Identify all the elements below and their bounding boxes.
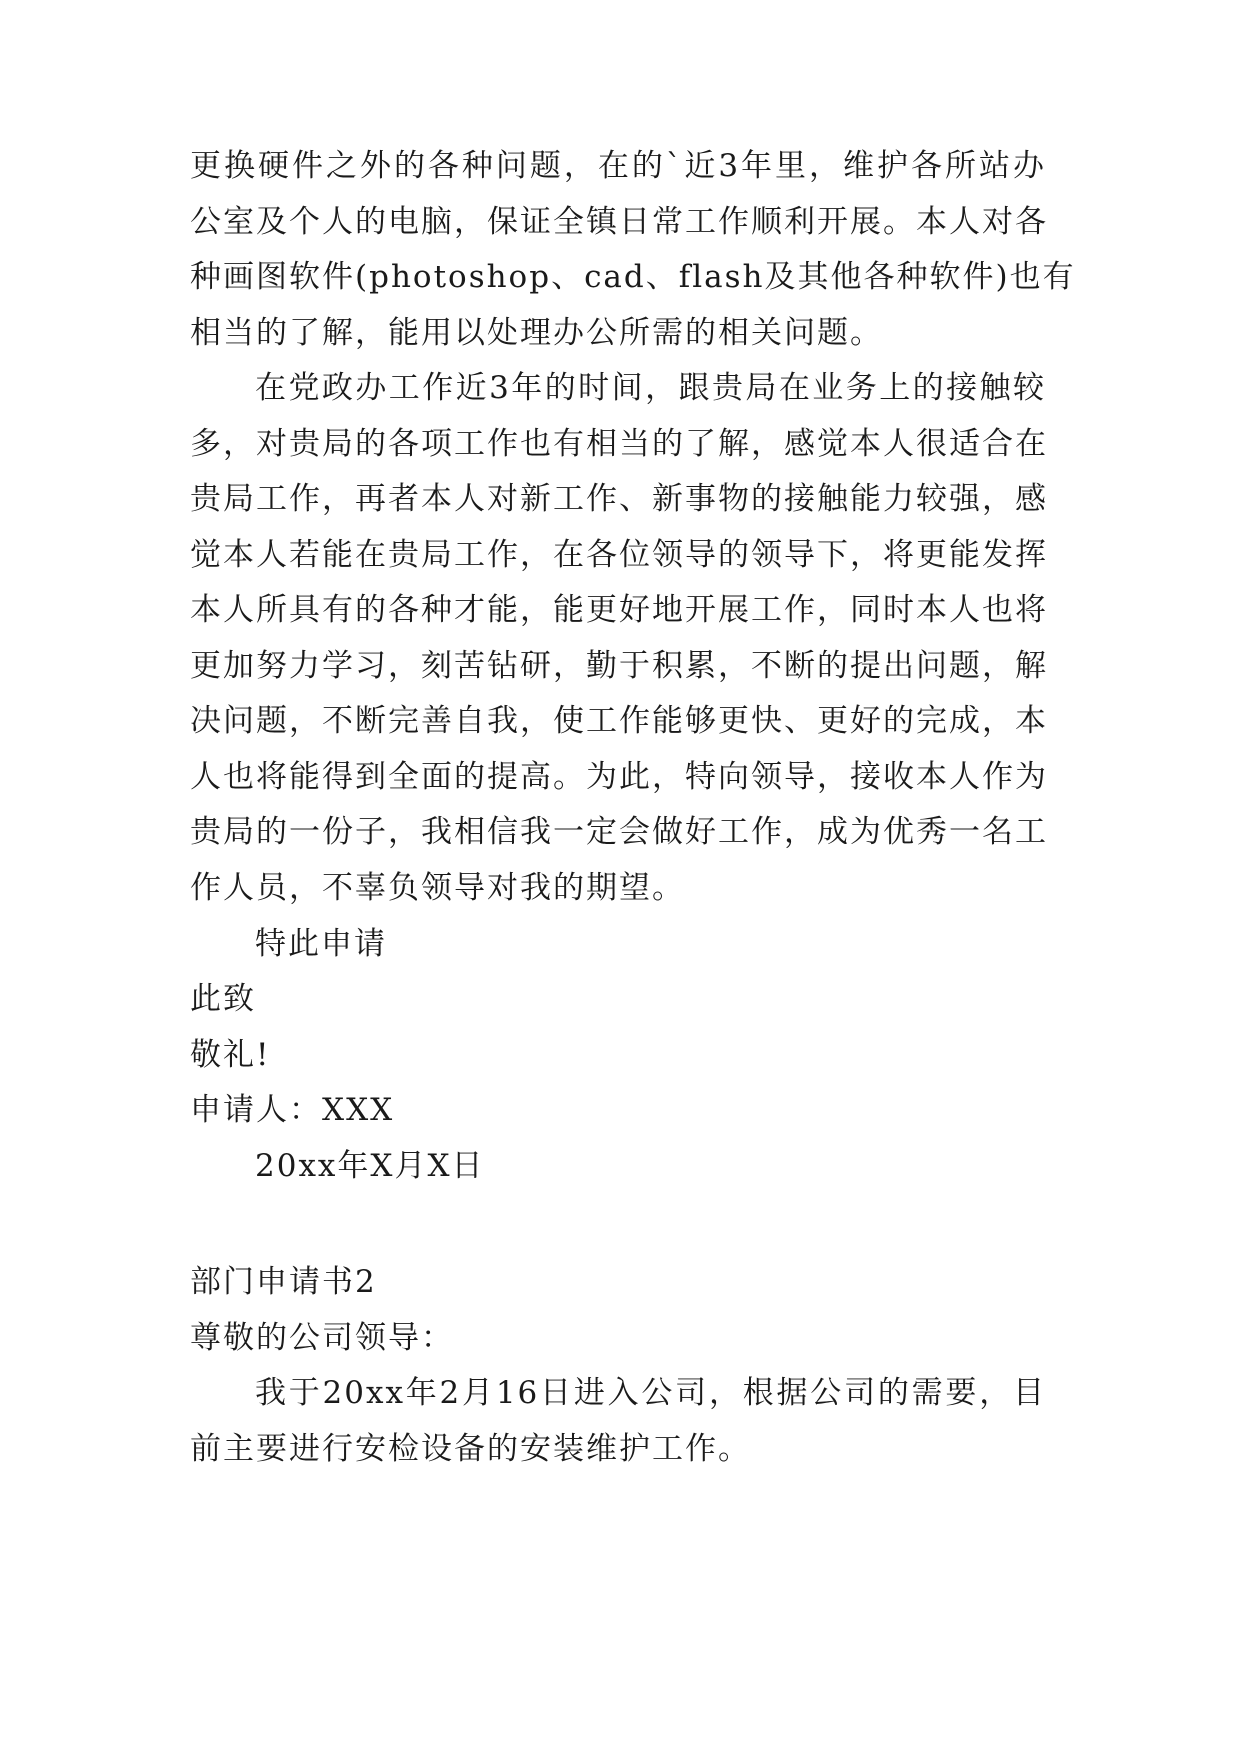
- paragraph-line: 更换硬件之外的各种问题，在的`近3年里，维护各所站办: [190, 148, 1046, 184]
- paragraph-line: 前主要进行安检设备的安装维护工作。: [190, 1431, 751, 1467]
- paragraph-line: 贵局工作，再者本人对新工作、新事物的接触能力较强，感: [190, 481, 1048, 517]
- salutation-line: 此致: [190, 981, 256, 1017]
- paragraph-line: 在党政办工作近3年的时间，跟贵局在业务上的接触较: [255, 370, 1046, 406]
- paragraph-line: 觉本人若能在贵局工作，在各位领导的领导下，将更能发挥: [190, 537, 1048, 573]
- paragraph-line: 种画图软件(photoshop、cad、flash及其他各种软件)也有: [190, 259, 1076, 295]
- applicant-line: 申请人：XXX: [190, 1092, 395, 1128]
- paragraph-line: 更加努力学习，刻苦钻研，勤于积累，不断的提出问题，解: [190, 648, 1048, 684]
- paragraph-line: 作人员，不辜负领导对我的期望。: [190, 870, 685, 906]
- salutation-line: 敬礼!: [190, 1037, 271, 1073]
- paragraph-line: 人也将能得到全面的提高。为此，特向领导，接收本人作为: [190, 759, 1048, 795]
- paragraph-line: 贵局的一份子，我相信我一定会做好工作，成为优秀一名工: [190, 814, 1048, 850]
- paragraph-line: 我于20xx年2月16日进入公司，根据公司的需要，目: [255, 1375, 1046, 1411]
- paragraph-line: 多，对贵局的各项工作也有相当的了解，感觉本人很适合在: [190, 426, 1048, 462]
- paragraph-line: 公室及个人的电脑，保证全镇日常工作顺利开展。本人对各: [190, 204, 1048, 240]
- paragraph-line: 决问题，不断完善自我，使工作能够更快、更好的完成，本: [190, 703, 1048, 739]
- date-line: 20xx年X月X日: [255, 1148, 485, 1184]
- greeting-line: 尊敬的公司领导：: [190, 1320, 454, 1356]
- section-title: 部门申请书2: [190, 1264, 377, 1300]
- paragraph-line: 相当的了解，能用以处理办公所需的相关问题。: [190, 315, 883, 351]
- paragraph-line: 本人所具有的各种才能，能更好地开展工作，同时本人也将: [190, 592, 1048, 628]
- closing-text: 特此申请: [255, 926, 387, 962]
